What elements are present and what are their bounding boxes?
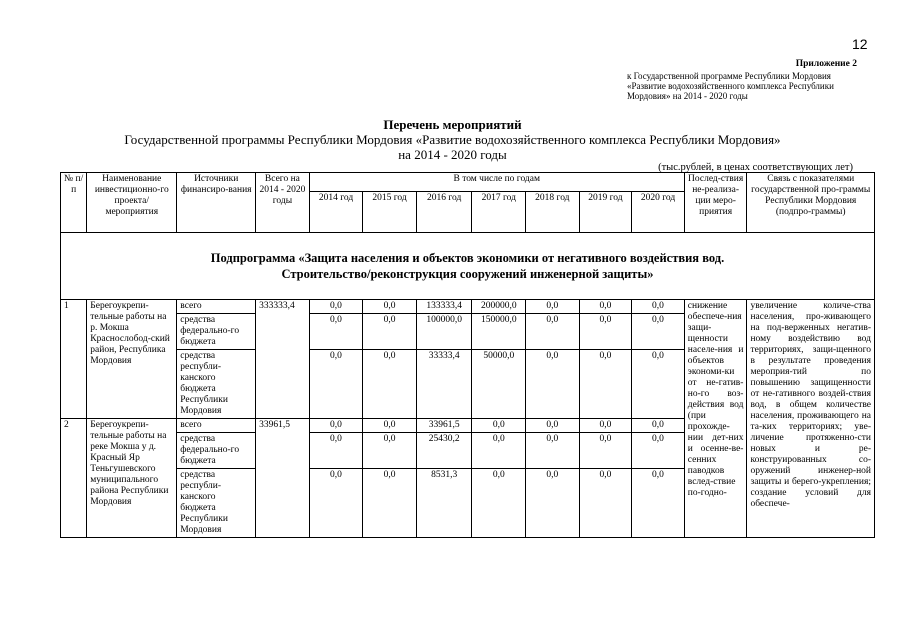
year-value: 0,0 — [472, 433, 526, 469]
header-sources: Источники финансиро-вания — [177, 173, 256, 233]
document-period: на 2014 - 2020 годы — [398, 147, 507, 162]
header-year: 2016 год — [416, 192, 472, 233]
year-value: 25430,2 — [416, 433, 472, 469]
project-name: Берегоукрепи-тельные работы на реке Мокша у д. Красный Яр Теньгушевского муниципального района Республики Мордовия — [87, 419, 177, 538]
year-value: 33333,4 — [416, 350, 472, 419]
year-value: 200000,0 — [472, 300, 526, 314]
year-value: 0,0 — [472, 469, 526, 538]
document-subtitle: Государственной программы Республики Мордовия «Развитие водохозяйственного комплекса Республики Мордовия» — [124, 132, 781, 147]
year-value: 0,0 — [579, 300, 632, 314]
header-name: Наименование инвестиционно-го проекта/ мероприятия — [87, 173, 177, 233]
row-num: 2 — [61, 419, 87, 538]
year-value: 0,0 — [526, 419, 580, 433]
year-value: 0,0 — [526, 314, 580, 350]
units-note: (тыс.рублей, в ценах соответствующих лет) — [658, 162, 853, 173]
year-value: 0,0 — [309, 350, 363, 419]
header-num: № п/п — [61, 173, 87, 233]
project-name: Берегоукрепи-тельные работы на р. Мокша Краснослобод-ский район, Республика Мордовия — [87, 300, 177, 419]
year-value: 0,0 — [309, 314, 363, 350]
year-value: 0,0 — [363, 350, 417, 419]
header-total: Всего на 2014 - 2020 годы — [256, 173, 310, 233]
page-number: 12 — [852, 36, 868, 52]
year-value: 0,0 — [526, 300, 580, 314]
measures-table — [60, 172, 875, 538]
source-label: средства республи-канского бюджета Республики Мордовия — [177, 350, 256, 419]
header-link: Связь с показателями государственной про-граммы Республики Мордовия (подпро-граммы) — [747, 173, 875, 233]
total-value: 33961,5 — [256, 419, 310, 538]
year-value: 8531,3 — [416, 469, 472, 538]
year-value: 0,0 — [526, 350, 580, 419]
header-year: 2014 год — [309, 192, 363, 233]
year-value: 0,0 — [579, 433, 632, 469]
subprogram-title — [61, 233, 875, 300]
year-value: 0,0 — [579, 419, 632, 433]
row-num: 1 — [61, 300, 87, 419]
year-value: 0,0 — [309, 433, 363, 469]
year-value: 0,0 — [632, 419, 685, 433]
year-value: 0,0 — [363, 419, 417, 433]
year-value: 0,0 — [579, 350, 632, 419]
year-value: 0,0 — [526, 469, 580, 538]
table-row — [61, 300, 875, 314]
year-value: 0,0 — [632, 300, 685, 314]
year-value: 0,0 — [309, 419, 363, 433]
header-years-group: В том числе по годам — [309, 173, 684, 192]
subprogram-line: Подпрограмма «Защита населения и объектов экономики от негативного воздействия вод. — [210, 251, 725, 265]
year-value: 0,0 — [363, 433, 417, 469]
table-header-row — [61, 173, 875, 192]
subprogram-line: Строительство/реконструкция сооружений инженерной защиты» — [281, 267, 654, 281]
appendix-line: Мордовия» на 2014 - 2020 годы — [627, 91, 748, 101]
year-value: 0,0 — [363, 300, 417, 314]
subprogram-row — [61, 233, 875, 300]
appendix-line: «Развитие водохозяйственного комплекса Республики — [627, 81, 834, 91]
header-year: 2018 год — [526, 192, 580, 233]
year-value: 133333,4 — [416, 300, 472, 314]
year-value: 0,0 — [632, 350, 685, 419]
document-title: Перечень мероприятий — [383, 117, 522, 132]
total-value: 333333,4 — [256, 300, 310, 419]
consequences-text: снижение обеспече-ния защи-щенности населе-ния и объектов экономи-ки от не-гатив-но-го воз-действия вод (при прохожде-нии дет-них и осенне-ве-сенних паводков вслед-ствие по-годно- — [684, 300, 747, 538]
year-value: 0,0 — [363, 469, 417, 538]
year-value: 0,0 — [632, 433, 685, 469]
appendix-line: к Государственной программе Республики Мордовия — [627, 71, 831, 81]
year-value: 0,0 — [579, 469, 632, 538]
year-value: 0,0 — [363, 314, 417, 350]
year-value: 0,0 — [309, 300, 363, 314]
header-year: 2020 год — [632, 192, 685, 233]
year-value: 50000,0 — [472, 350, 526, 419]
header-year: 2019 год — [579, 192, 632, 233]
header-year: 2017 год — [472, 192, 526, 233]
year-value: 0,0 — [472, 419, 526, 433]
year-value: 0,0 — [579, 314, 632, 350]
source-label: средства федерально-го бюджета — [177, 314, 256, 350]
year-value: 0,0 — [632, 469, 685, 538]
source-label: средства федерально-го бюджета — [177, 433, 256, 469]
header-consequences: Послед-ствия не-реализа-ции меро-приятия — [684, 173, 747, 233]
year-value: 0,0 — [632, 314, 685, 350]
source-label: всего — [177, 419, 256, 433]
source-label: всего — [177, 300, 256, 314]
year-value: 0,0 — [309, 469, 363, 538]
header-year: 2015 год — [363, 192, 417, 233]
year-value: 33961,5 — [416, 419, 472, 433]
source-label: средства республи-канского бюджета Республики Мордовия — [177, 469, 256, 538]
year-value: 0,0 — [526, 433, 580, 469]
year-value: 100000,0 — [416, 314, 472, 350]
year-value: 150000,0 — [472, 314, 526, 350]
appendix-title: Приложение 2 — [795, 59, 857, 69]
link-text: увеличение количе-ства населения, про-живающего на под-верженных негатив-ному воздействию вод территориях, защи-щенного в результате проведения мероприя-тий по повышению защищенности от не-гативного воздей-ствия вод, в общем количестве населения, проживающего на та-ких территориях; уве-личение протяженно-сти новых и ре-конструированных со-оружений инженер-ной защиты и берего-укрепления; создание условий для обеспече- — [747, 300, 875, 538]
